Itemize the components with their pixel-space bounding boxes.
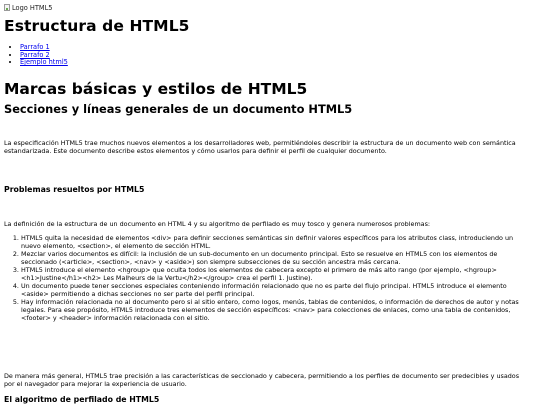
table-of-contents [4,44,68,67]
list-item: 4. Un documento puede tener secciones especiales conteniendo información relacionado que no es parte del flujo principal. HTML5 introduce el elemento <aside> permitiendo a dichas secciones no ser parte del perfil principal. [21,282,524,298]
algorithm-heading: El algoritmo de perfilado de HTML5 [4,395,160,404]
intro-paragraph: La especificación HTML5 trae muchos nuevos elementos a los desarrolladores web, permitiéndoles describir la estructura de un documento web con semántica estandarizada. Este documento describe estos elementos y cómo usarlos para definir el perfil de cualquier documento. [4,139,516,155]
problems-list [4,234,524,322]
toc-item [20,59,68,67]
section-title: Marcas básicas y estilos de HTML5 [4,80,308,98]
section-subtitle: Secciones y líneas generales de un documento HTML5 [4,102,353,116]
logo-image [4,3,52,12]
list-item: 2. Mezclar varios documentos es difícil: la inclusión de un sub-documento en un documento principal. Esto se resuelve en HTML5 con los elementos de seccionado (<article>, <section>, <nav> y <aside>) son siempre subsecciones de su sección ancestra más cercana. [21,250,524,266]
summary-paragraph: De manera más general, HTML5 trae precisión a las características de seccionado y cabecera, permitiendo a los perfiles de documento ser predecibles y usados por el navegador para mejorar la experiencia de usuario. [4,372,520,388]
toc-link-ejemplo-html5[interactable]: Ejemplo html5 [20,58,68,67]
broken-image-icon [4,4,10,11]
list-item: 5. Hay información relacionada no al documento pero si al sitio entero, como logos, menús, tablas de contenidos, o información de derechos de autor y notas legales. Para ese propósito, HTML5 introduce tres elementos de sección específicos: <nav> para colecciones de enlaces, como una tabla de contenidos, <footer> y <header> información relacionada con el sitio. [21,298,524,322]
problems-intro-paragraph: La definición de la estructura de un documento en HTML 4 y su algoritmo de perfilado es muy tosco y genera numerosos problemas: [4,220,431,228]
problems-heading: Problemas resueltos por HTML5 [4,185,145,194]
page-title: Estructura de HTML5 [4,17,190,35]
toc-link-parrafo-2[interactable]: Parrafo 2 [20,50,50,59]
logo-alt-text: Logo HTML5 [12,3,53,12]
list-item: 3. HTML5 introduce el elemento <hgroup> que oculta todos los elementos de cabecera excepto el primero de más alto rango (por ejemplo, <hgroup><h1>Justine</h1><h2> Les Malheurs de la Vertu</h2></group> crea el perfil 1. Justine). [21,266,524,282]
toc-link-parrafo-1[interactable]: Parrafo 1 [20,43,50,51]
list-item: 1. HTML5 quita la necesidad de elementos <div> para definir secciones semánticas sin definir valores específicos para los atributos class, introduciendo un nuevo elemento, <section>, el elemento de sección HTML. [21,234,524,250]
